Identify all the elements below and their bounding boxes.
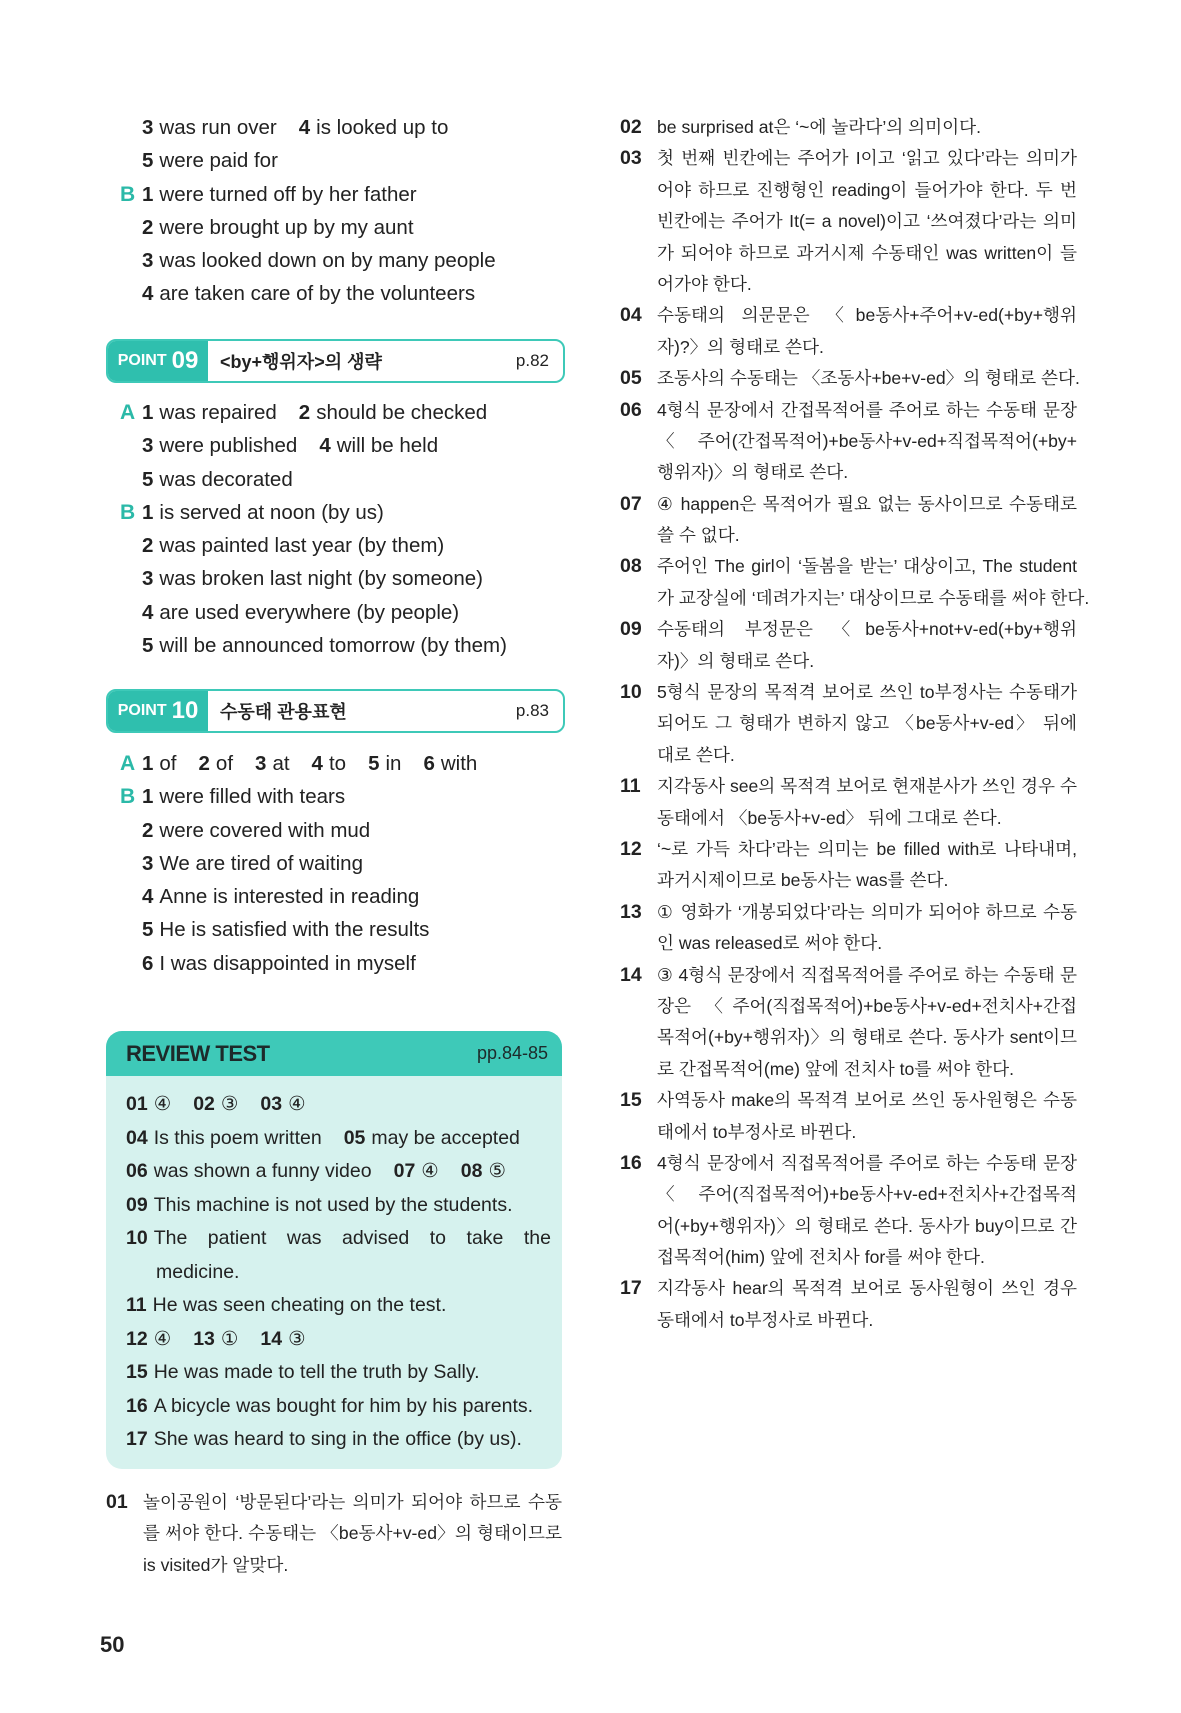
answer-text: was looked down on by many people <box>159 249 496 273</box>
review-answer-item <box>126 1227 551 1249</box>
answer-line <box>120 463 570 496</box>
review-answer-text: ① <box>220 1327 239 1350</box>
review-answer-item <box>126 1127 322 1149</box>
explanation-number: 16 <box>620 1151 642 1174</box>
answer-item <box>142 501 384 524</box>
explanation-line: is visited가 알맞다. <box>143 1554 289 1575</box>
answers-block-2 <box>120 396 570 662</box>
explanation-line: 빈칸에는 주어가 It(= a novel)이고 ‘쓰여졌다’라는 의미 <box>657 211 1077 232</box>
explanation-number: 14 <box>620 963 642 986</box>
answer-number: 6 <box>423 752 435 775</box>
answers-block-3 <box>120 747 570 980</box>
explanation-line: 되어도 그 형태가 변하지 않고 〈be동사+v-ed〉 뒤에 <box>657 713 1077 734</box>
answer-item <box>142 785 345 808</box>
explanation-number: 02 <box>620 116 642 138</box>
review-answer-text: ④ <box>421 1160 439 1182</box>
answer-line <box>120 562 570 595</box>
answer-line <box>120 211 570 244</box>
answer-item <box>142 216 414 239</box>
review-answer-item <box>126 1294 446 1316</box>
explanation-line: be surprised at은 ‘~에 놀라다’의 의미이다. <box>657 117 981 137</box>
point-label: POINT <box>117 352 167 369</box>
explanation-line: 4형식 문장에서 직접목적어를 주어로 하는 수동태 문장 <box>657 1152 1077 1173</box>
review-answer-item <box>126 1395 533 1417</box>
explanation-line: 4형식 문장에서 간접목적어를 주어로 하는 수동태 문장 <box>657 399 1077 420</box>
review-question-number: 02 <box>193 1093 215 1115</box>
explanation-line: 가 되어야 하므로 과거시제 수동태인 was written이 들 <box>657 242 1077 263</box>
answer-text: at <box>272 752 290 775</box>
review-answer-text: ③ <box>288 1327 306 1350</box>
explanation-number: 11 <box>620 775 641 798</box>
explanation-item <box>620 395 1077 489</box>
review-answer-item <box>260 1093 305 1115</box>
answer-text: is served at noon (by us) <box>159 500 384 524</box>
answer-item <box>142 534 444 557</box>
review-question-number: 07 <box>393 1160 416 1182</box>
answer-text: are taken care of by the volunteers <box>159 282 476 306</box>
explanation-number: 05 <box>620 367 642 390</box>
answer-text: were published <box>159 434 298 458</box>
answer-number: 3 <box>142 434 154 458</box>
explanation-number: 12 <box>620 837 642 860</box>
answer-number: 5 <box>142 149 154 173</box>
answer-text: of <box>159 752 177 775</box>
review-answer-text: ④ <box>153 1093 172 1115</box>
explanation-line: 로 간접목적어(me) 앞에 전치사 to를 써야 한다. <box>657 1058 1014 1079</box>
point-10-header <box>106 689 565 733</box>
answer-text: were filled with tears <box>159 785 346 809</box>
review-answer-line <box>126 1222 551 1256</box>
explanation-item <box>620 300 1077 363</box>
answer-item <box>142 116 277 139</box>
answer-text: will be held <box>336 434 439 458</box>
section-letter: A <box>120 752 136 775</box>
section-letter: B <box>120 500 136 524</box>
answer-number: 5 <box>142 467 154 491</box>
answer-line <box>120 529 570 562</box>
review-answer-text: ④ <box>153 1327 172 1350</box>
review-answer-text: ③ <box>220 1093 239 1115</box>
review-answer-text: may be accepted <box>371 1126 520 1149</box>
answer-item <box>142 282 475 305</box>
explanation-number: 04 <box>620 304 642 327</box>
answer-number: 6 <box>142 951 154 975</box>
review-question-number: 03 <box>260 1093 283 1115</box>
explanation-line: 동태에서 〈be동사+v-ed〉 뒤에 그대로 쓴다. <box>657 807 1002 828</box>
review-answer-item <box>260 1328 305 1350</box>
answer-item <box>312 752 347 775</box>
answer-text: with <box>440 752 478 775</box>
answer-text: was run over <box>159 116 277 139</box>
explanation-number: 17 <box>620 1277 642 1300</box>
explanation-line: 첫 번째 빈칸에는 주어가 I이고 ‘읽고 있다’라는 의미가 <box>657 148 1077 169</box>
review-answer-text: She was heard to sing in the office (by us). <box>153 1428 522 1450</box>
answer-line <box>120 847 570 880</box>
explanation-line: 수동태의 의문문은 〈be동사+주어+v-ed(+by+행위 <box>657 305 1077 326</box>
answer-number: 2 <box>142 818 154 842</box>
answer-text: were brought up by my aunt <box>159 215 414 239</box>
answer-number: 1 <box>142 500 154 524</box>
review-answer-item <box>126 1428 522 1450</box>
explanation-line: 접목적어(him) 앞에 전치사 for를 써야 한다. <box>657 1247 985 1268</box>
answer-number: 5 <box>142 918 154 942</box>
explanation-line: 태에서 to부정사로 바뀐다. <box>657 1121 857 1142</box>
review-question-number: 14 <box>260 1327 283 1350</box>
point-tag <box>108 341 208 381</box>
answer-number: 4 <box>142 282 154 306</box>
explanation-line: 5형식 문장의 목적격 보어로 쓰인 to부정사는 수동태가 <box>657 682 1077 703</box>
answer-text: Anne is interested in reading <box>159 885 420 909</box>
review-answer-item <box>126 1328 171 1350</box>
answer-item <box>142 567 483 590</box>
explanation-line: 동태에서 to부정사로 바뀐다. <box>657 1309 874 1330</box>
explanation-item <box>620 771 1077 834</box>
answer-number: 2 <box>198 752 210 775</box>
explanation-line: ④ happen은 목적어가 필요 없는 동사이므로 수동태로 <box>657 493 1077 514</box>
point-tag <box>108 691 208 731</box>
answer-item <box>142 852 363 875</box>
review-question-number: 10 <box>126 1227 148 1249</box>
explanation-01 <box>106 1487 562 1581</box>
explanation-number: 08 <box>620 555 642 578</box>
explanation-line: ① 영화가 ‘개봉되었다’라는 의미가 되어야 하므로 수동 <box>657 901 1077 922</box>
review-question-number: 13 <box>193 1327 215 1350</box>
review-answer-item <box>394 1160 439 1182</box>
review-question-number: 01 <box>126 1093 148 1115</box>
point-title: <by+행위자>의 생략 <box>220 352 382 372</box>
explanation-item <box>620 677 1077 771</box>
answer-line <box>120 880 570 913</box>
answer-number: 5 <box>142 634 154 658</box>
review-answer-text: This machine is not used by the students. <box>153 1193 513 1216</box>
review-answer-item <box>461 1160 506 1182</box>
answer-line <box>120 913 570 946</box>
answer-number: 2 <box>298 401 311 424</box>
answer-line <box>120 947 570 980</box>
answer-item <box>142 634 507 657</box>
answer-number: 2 <box>142 534 154 558</box>
point-title: 수동태 관용표현 <box>220 702 347 722</box>
explanation-line: 조동사의 수동태는 〈조동사+be+v-ed〉의 형태로 쓴다. <box>657 368 1080 389</box>
explanation-line: 과거시제이므로 be동사는 was를 쓴다. <box>657 870 949 891</box>
review-test-header <box>106 1031 562 1076</box>
review-answer-line <box>126 1356 551 1390</box>
review-question-number: 15 <box>126 1361 148 1383</box>
answer-line <box>120 244 570 277</box>
section-letter: B <box>120 182 136 206</box>
review-answer-item <box>126 1194 512 1216</box>
review-answer-text: He was seen cheating on the test. <box>152 1294 447 1316</box>
review-answer-item <box>156 1261 239 1283</box>
explanation-line: 를 써야 한다. 수동태는 〈be동사+v-ed〉의 형태이므로 <box>143 1523 562 1544</box>
review-answers <box>126 1088 551 1457</box>
answer-number: 1 <box>142 785 154 809</box>
explanation-line: 수동태의 부정문은 〈be동사+not+v-ed(+by+행위 <box>657 619 1077 640</box>
answer-number: 5 <box>368 752 380 775</box>
answer-text: I was disappointed in myself <box>159 951 416 975</box>
explanation-number: 03 <box>620 147 642 170</box>
answer-text: is looked up to <box>316 116 449 139</box>
explanation-line: 주어인 The girl이 ‘돌봄을 받는’ 대상이고, The student <box>657 556 1077 577</box>
answer-item <box>142 183 417 206</box>
review-answer-line <box>126 1423 551 1457</box>
review-answer-text: was shown a funny video <box>153 1160 372 1182</box>
answer-number: 4 <box>319 434 331 458</box>
answer-text: was decorated <box>159 467 293 491</box>
answer-number: 3 <box>142 249 154 273</box>
answer-line <box>120 277 570 310</box>
explanation-item <box>620 834 1077 897</box>
review-answer-line <box>126 1088 551 1122</box>
answer-text: He is satisfied with the results <box>159 918 430 942</box>
answer-item <box>368 752 401 775</box>
explanation-item <box>620 112 1077 143</box>
explanation-line: 쓸 수 없다. <box>657 525 740 546</box>
review-answer-item <box>344 1127 520 1149</box>
answer-item <box>142 752 177 775</box>
review-answer-text: The patient was advised to take the <box>153 1227 551 1249</box>
explanation-item <box>620 143 1077 300</box>
answer-item <box>142 601 459 624</box>
answer-number: 1 <box>142 182 154 206</box>
explanation-number: 15 <box>620 1089 642 1112</box>
explanation-line: 목적어(+by+행위자)〉의 형태로 쓴다. 동사가 sent이므 <box>657 1027 1077 1048</box>
answer-number: 2 <box>142 215 154 239</box>
explanation-item <box>620 1273 1077 1336</box>
answer-number: 1 <box>142 752 154 775</box>
explanation-item <box>620 1085 1077 1148</box>
answer-item <box>423 752 477 775</box>
answers-block-1 <box>120 111 570 311</box>
explanation-number: 10 <box>620 681 642 704</box>
review-answer-text: medicine. <box>156 1260 240 1283</box>
explanation-number: 13 <box>620 900 642 923</box>
explanation-number: 09 <box>620 618 642 641</box>
explanation-line: 〈주어(직접목적어)+be동사+v-ed+전치사+간접목적 <box>657 1184 1077 1205</box>
answer-line <box>120 144 570 177</box>
explanation-line: 지각동사 hear의 목적격 보어로 동사원형이 쓰인 경우 <box>657 1278 1077 1299</box>
explanation-line: 행위자)〉의 형태로 쓴다. <box>657 462 849 483</box>
explanation-line: 놀이공원이 ‘방문된다’라는 의미가 되어야 하므로 수동 <box>143 1492 562 1512</box>
point-page: p.83 <box>515 701 549 720</box>
answer-line <box>120 396 570 429</box>
section-letter: B <box>120 785 136 809</box>
explanation-line: 대로 쓴다. <box>657 744 735 765</box>
answer-line <box>120 429 570 462</box>
explanation-line: 장은 〈주어(직접목적어)+be동사+v-ed+전치사+간접 <box>657 995 1077 1016</box>
answer-line <box>120 814 570 847</box>
explanation-item <box>620 960 1077 1086</box>
answer-line <box>120 747 570 780</box>
answer-item <box>142 249 496 272</box>
explanation-number: 01 <box>106 1491 128 1513</box>
explanation-number: 07 <box>620 492 642 515</box>
explanation-line: 자)?〉의 형태로 쓴다. <box>657 336 824 357</box>
review-answer-text: He was made to tell the truth by Sally. <box>153 1361 480 1383</box>
review-test-box <box>106 1031 562 1469</box>
explanation-number: 06 <box>620 398 642 421</box>
answer-number: 1 <box>142 401 154 424</box>
answer-text: We are tired of waiting <box>159 851 363 875</box>
answer-item <box>142 918 429 941</box>
answer-item <box>142 885 419 908</box>
answer-text: to <box>328 752 347 775</box>
point-number: 10 <box>171 697 199 724</box>
review-answer-line <box>126 1390 551 1424</box>
explanations-column <box>620 112 1090 1336</box>
answer-number: 3 <box>142 851 154 875</box>
explanation-line: 어야 하므로 진행형인 reading이 들어가야 한다. 두 번 <box>657 179 1077 200</box>
answer-line <box>120 111 570 144</box>
answer-item <box>142 952 416 975</box>
point-number: 09 <box>171 347 199 374</box>
review-title: REVIEW TEST <box>126 1040 270 1066</box>
review-question-number: 12 <box>126 1327 148 1350</box>
answer-line <box>120 596 570 629</box>
answer-item <box>319 434 438 457</box>
answer-number: 4 <box>142 885 154 909</box>
page-number: 50 <box>100 1632 125 1657</box>
answer-number: 4 <box>311 752 323 775</box>
review-answer-line <box>126 1256 551 1290</box>
answer-text: were paid for <box>159 149 278 173</box>
section-letter: A <box>120 401 136 424</box>
review-question-number: 05 <box>343 1126 366 1149</box>
answer-number: 3 <box>142 567 154 591</box>
answer-number: 3 <box>142 116 154 139</box>
answer-number: 4 <box>142 600 154 624</box>
review-question-number: 09 <box>126 1193 148 1216</box>
review-answer-text: Is this poem written <box>153 1126 322 1149</box>
answer-text: were turned off by her father <box>159 182 417 206</box>
review-question-number: 17 <box>126 1428 148 1450</box>
review-answer-line <box>126 1189 551 1223</box>
review-answer-line <box>126 1155 551 1189</box>
explanation-line: 지각동사 see의 목적격 보어로 현재분사가 쓰인 경우 수 <box>657 776 1077 797</box>
answer-line <box>120 780 570 813</box>
point-label: POINT <box>117 702 167 719</box>
review-pages: pp.84-85 <box>476 1043 548 1063</box>
review-answer-item <box>126 1361 480 1383</box>
review-question-number: 11 <box>126 1294 147 1316</box>
answer-item <box>299 401 487 424</box>
answer-item <box>142 819 370 842</box>
answer-text: was broken last night (by someone) <box>159 567 484 591</box>
review-question-number: 04 <box>126 1126 148 1149</box>
review-answer-item <box>193 1328 238 1350</box>
review-answer-line <box>126 1323 551 1357</box>
answer-item <box>142 401 277 424</box>
review-question-number: 06 <box>126 1160 148 1182</box>
answer-text: are used everywhere (by people) <box>159 600 460 624</box>
review-answer-item <box>193 1093 238 1115</box>
explanation-item <box>620 363 1080 394</box>
answer-line <box>120 178 570 211</box>
answer-text: will be announced tomorrow (by them) <box>159 634 507 658</box>
answer-text: was repaired <box>159 401 277 424</box>
answer-item <box>199 752 234 775</box>
explanation-item <box>620 614 1077 677</box>
review-answer-item <box>126 1093 171 1115</box>
review-answer-item <box>126 1160 372 1182</box>
answer-text: in <box>385 752 402 775</box>
answer-number: 3 <box>255 752 267 775</box>
answer-text: were covered with mud <box>159 818 371 842</box>
explanation-line: 어가야 한다. <box>657 273 752 294</box>
answer-item <box>142 434 297 457</box>
review-answer-text: ⑤ <box>488 1160 506 1182</box>
answer-text: should be checked <box>316 401 488 424</box>
review-question-number: 08 <box>460 1160 483 1182</box>
answer-text: of <box>215 752 234 775</box>
explanation-item <box>620 1148 1077 1274</box>
answer-item <box>255 752 290 775</box>
explanation-line: 〈주어(간접목적어)+be동사+v-ed+직접목적어(+by+ <box>657 430 1077 451</box>
point-09-header <box>106 339 565 383</box>
answer-item <box>142 149 278 172</box>
explanation-line: 가 교장실에 ‘데려가지는’ 대상이므로 수동태를 써야 한다. <box>657 587 1090 608</box>
review-answer-line <box>126 1289 551 1323</box>
answer-text: was painted last year (by them) <box>159 534 445 558</box>
explanation-line: ③ 4형식 문장에서 직접목적어를 주어로 하는 수동태 문 <box>657 964 1077 985</box>
explanation-item <box>620 897 1077 960</box>
review-answer-text: A bicycle was bought for him by his parents. <box>153 1394 534 1417</box>
review-answer-text: ④ <box>288 1093 306 1115</box>
explanation-item <box>620 551 1090 614</box>
review-question-number: 16 <box>126 1394 148 1417</box>
answer-item <box>299 116 449 139</box>
explanation-line: 자)〉의 형태로 쓴다. <box>657 650 815 671</box>
review-answer-line <box>126 1122 551 1156</box>
explanation-line: 인 was released로 써야 한다. <box>657 933 883 954</box>
point-page: p.82 <box>515 351 549 370</box>
explanation-line: 어(+by+행위자)〉의 형태로 쓴다. 동사가 buy이므로 간 <box>657 1215 1077 1236</box>
explanation-line: 사역동사 make의 목적격 보어로 쓰인 동사원형은 수동 <box>657 1090 1077 1111</box>
explanation-line: ‘~로 가득 차다’라는 의미는 be filled with로 나타내며, <box>657 838 1077 859</box>
explanation-item <box>106 1487 562 1581</box>
explanation-item <box>620 489 1077 552</box>
answer-line <box>120 496 570 529</box>
answer-item <box>142 468 293 491</box>
answer-number: 4 <box>298 116 311 139</box>
answer-line <box>120 629 570 662</box>
